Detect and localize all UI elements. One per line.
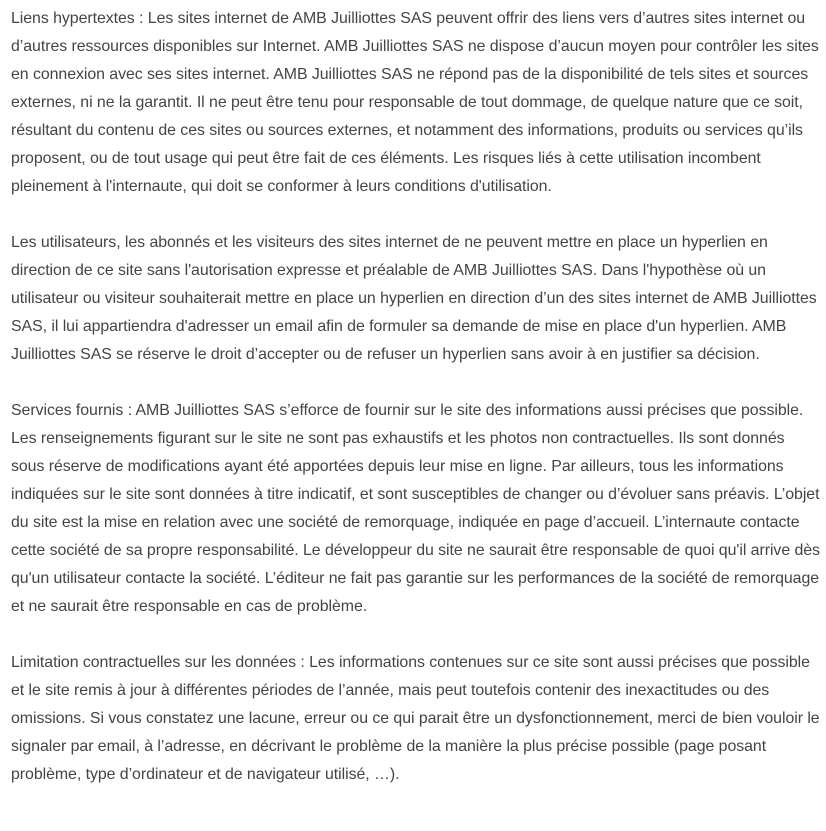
paragraph-limitation-contractuelle: Limitation contractuelles sur les données : Les informations contenues sur ce site sont aussi précises que possible et le site remis à jour à différentes périodes de l’année, mais peut toutefois contenir des inexactitudes ou des omissions. Si vous constatez une lacune, erreur ou ce qui parait être un dysfonctionnement, merci de bien vouloir le signaler par email, à l’adresse, en décrivant le problème de la manière la plus précise possible (page posant problème, type d’ordinateur et de navigateur utilisé, …). [11, 654, 820, 783]
paragraph-services-fournis: Services fournis : AMB Juilliottes SAS s’efforce de fournir sur le site des informations aussi précises que possible. Les renseignements figurant sur le site ne sont pas exhaustifs et les photos non contractuelles. Ils sont donnés sous réserve de modifications ayant été apportées depuis leur mise en ligne. Par ailleurs, tous les informations indiquées sur le site sont données à titre indicatif, et sont susceptibles de changer ou d’évoluer sans préavis. L’objet du site est la mise en relation avec une société de remorquage, indiquée en page d’accueil. L’internaute contacte cette société de sa propre responsabilité. Le développeur du site ne saurait être responsable de quoi qu'il arrive dès qu'un utilisateur contacte la société. L’éditeur ne fait pas garantie sur les performances de la société de remorquage et ne saurait être responsable en cas de problème. [11, 402, 820, 615]
paragraph-hyperliens-utilisateurs: Les utilisateurs, les abonnés et les visiteurs des sites internet de ne peuvent mettre en place un hyperlien en direction de ce site sans l'autorisation expresse et préalable de AMB Juilliottes SAS. Dans l'hypothèse où un utilisateur ou visiteur souhaiterait mettre en place un hyperlien en direction d’un des sites internet de AMB Juilliottes SAS, il lui appartiendra d'adresser un email afin de formuler sa demande de mise en place d'un hyperlien. AMB Juilliottes SAS se réserve le droit d’accepter ou de refuser un hyperlien sans avoir à en justifier sa décision. [11, 234, 817, 363]
paragraph-liens-hypertextes: Liens hypertextes : Les sites internet de AMB Juilliottes SAS peuvent offrir des liens vers d’autres sites internet ou d’autres ressources disponibles sur Internet. AMB Juilliottes SAS ne dispose d’aucun moyen pour contrôler les sites en connexion avec ses sites internet. AMB Juilliottes SAS ne répond pas de la disponibilité de tels sites et sources externes, ni ne la garantit. Il ne peut être tenu pour responsable de tout dommage, de quelque nature que ce soit, résultant du contenu de ces sites ou sources externes, et notamment des informations, produits ou services qu’ils proposent, ou de tout usage qui peut être fait de ces éléments. Les risques liés à cette utilisation incombent pleinement à l'internaute, qui doit se conformer à leurs conditions d'utilisation. [11, 10, 819, 195]
